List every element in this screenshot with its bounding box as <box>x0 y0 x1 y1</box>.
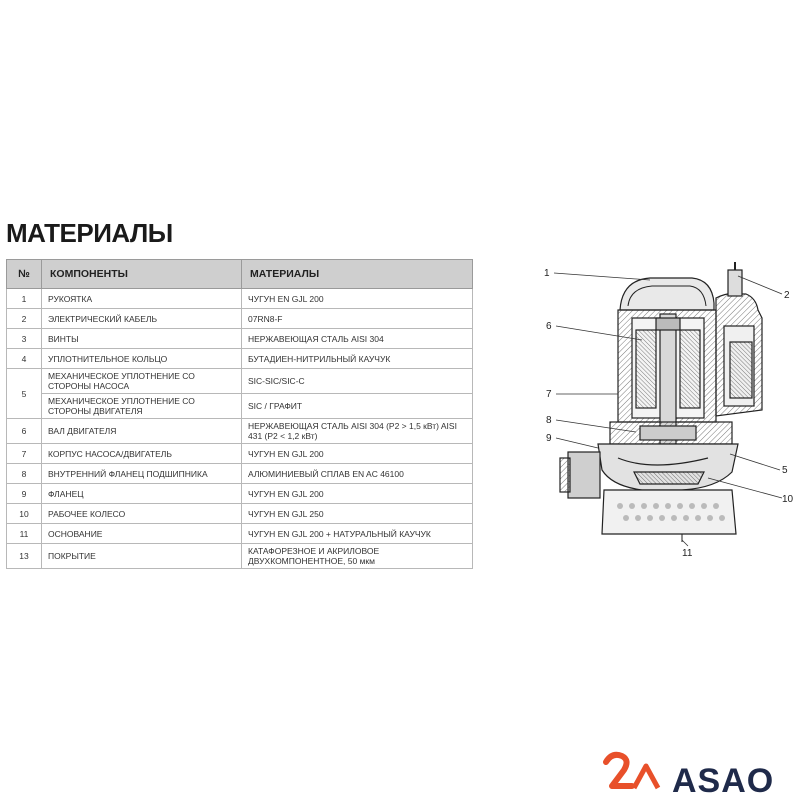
callout-label: 11 <box>682 548 693 558</box>
materials-table <box>6 259 473 569</box>
pump-cross-section-diagram <box>532 258 800 558</box>
table-row <box>7 369 473 394</box>
row-component: МЕХАНИЧЕСКОЕ УПЛОТНЕНИЕ СО СТОРОНЫ ДВИГАТЕЛЯ <box>42 394 242 419</box>
logo-text: ASAO <box>672 762 775 800</box>
table-row <box>7 349 473 369</box>
row-number: 8 <box>7 464 42 484</box>
row-material: SIC-SIC/SIC-C <box>242 369 473 394</box>
row-component: МЕХАНИЧЕСКОЕ УПЛОТНЕНИЕ СО СТОРОНЫ НАСОСА <box>42 369 242 394</box>
table-row <box>7 524 473 544</box>
table-row <box>7 289 473 309</box>
header-components: КОМПОНЕНТЫ <box>42 260 242 289</box>
row-number: 11 <box>7 524 42 544</box>
row-material: НЕРЖАВЕЮЩАЯ СТАЛЬ AISI 304 (P2 > 1,5 кВт) AISI 431 (P2 < 1,2 кВт) <box>242 419 473 444</box>
row-component: УПЛОТНИТЕЛЬНОЕ КОЛЬЦО <box>42 349 242 369</box>
row-material: КАТАФОРЕЗНОЕ И АКРИЛОВОЕ ДВУХКОМПОНЕНТНОЕ, 50 мкм <box>242 544 473 569</box>
table-row <box>7 394 473 419</box>
row-component: ВАЛ ДВИГАТЕЛЯ <box>42 419 242 444</box>
row-material: ЧУГУН EN GJL 200 <box>242 444 473 464</box>
callout-label: 2 <box>784 290 790 301</box>
row-component: РАБОЧЕЕ КОЛЕСО <box>42 504 242 524</box>
row-number: 13 <box>7 544 42 569</box>
header-materials: МАТЕРИАЛЫ <box>242 260 473 289</box>
row-number: 6 <box>7 419 42 444</box>
table-row <box>7 419 473 444</box>
row-number: 2 <box>7 309 42 329</box>
row-number: 10 <box>7 504 42 524</box>
table-row <box>7 329 473 349</box>
row-component: ВНУТРЕННИЙ ФЛАНЕЦ ПОДШИПНИКА <box>42 464 242 484</box>
table-row <box>7 444 473 464</box>
row-component: ФЛАНЕЦ <box>42 484 242 504</box>
callout-label: 1 <box>544 268 550 279</box>
row-material: ЧУГУН EN GJL 200 <box>242 289 473 309</box>
callout-label: 6 <box>546 321 552 332</box>
row-component: ОСНОВАНИЕ <box>42 524 242 544</box>
row-material: НЕРЖАВЕЮЩАЯ СТАЛЬ AISI 304 <box>242 329 473 349</box>
callout-label: 7 <box>546 389 552 400</box>
asao-logo <box>600 748 800 800</box>
table-row <box>7 464 473 484</box>
row-number: 9 <box>7 484 42 504</box>
row-number: 4 <box>7 349 42 369</box>
callout-label: 9 <box>546 433 552 444</box>
row-number: 5 <box>7 369 42 419</box>
table-row <box>7 309 473 329</box>
callout-label: 8 <box>546 415 552 426</box>
row-material: ЧУГУН EN GJL 200 <box>242 484 473 504</box>
row-material: ЧУГУН EN GJL 200 + НАТУРАЛЬНЫЙ КАУЧУК <box>242 524 473 544</box>
row-material: БУТАДИЕН-НИТРИЛЬНЫЙ КАУЧУК <box>242 349 473 369</box>
logo-mark-icon <box>606 755 658 788</box>
table-row <box>7 544 473 569</box>
row-component: ВИНТЫ <box>42 329 242 349</box>
row-component: РУКОЯТКА <box>42 289 242 309</box>
row-number: 7 <box>7 444 42 464</box>
pump-body <box>560 262 762 542</box>
row-material: ЧУГУН EN GJL 250 <box>242 504 473 524</box>
row-number: 1 <box>7 289 42 309</box>
row-component: КОРПУС НАСОСА/ДВИГАТЕЛЬ <box>42 444 242 464</box>
row-material: SIC / ГРАФИТ <box>242 394 473 419</box>
row-material: 07RN8-F <box>242 309 473 329</box>
row-material: АЛЮМИНИЕВЫЙ СПЛАВ EN AC 46100 <box>242 464 473 484</box>
callout-label: 10 <box>782 494 794 505</box>
row-component: ЭЛЕКТРИЧЕСКИЙ КАБЕЛЬ <box>42 309 242 329</box>
table-row <box>7 504 473 524</box>
header-number: № <box>7 260 42 289</box>
callout-label: 5 <box>782 465 788 476</box>
row-component: ПОКРЫТИЕ <box>42 544 242 569</box>
table-header-row <box>7 260 473 289</box>
table-row <box>7 484 473 504</box>
page-title: МАТЕРИАЛЫ <box>6 218 173 248</box>
row-number: 3 <box>7 329 42 349</box>
